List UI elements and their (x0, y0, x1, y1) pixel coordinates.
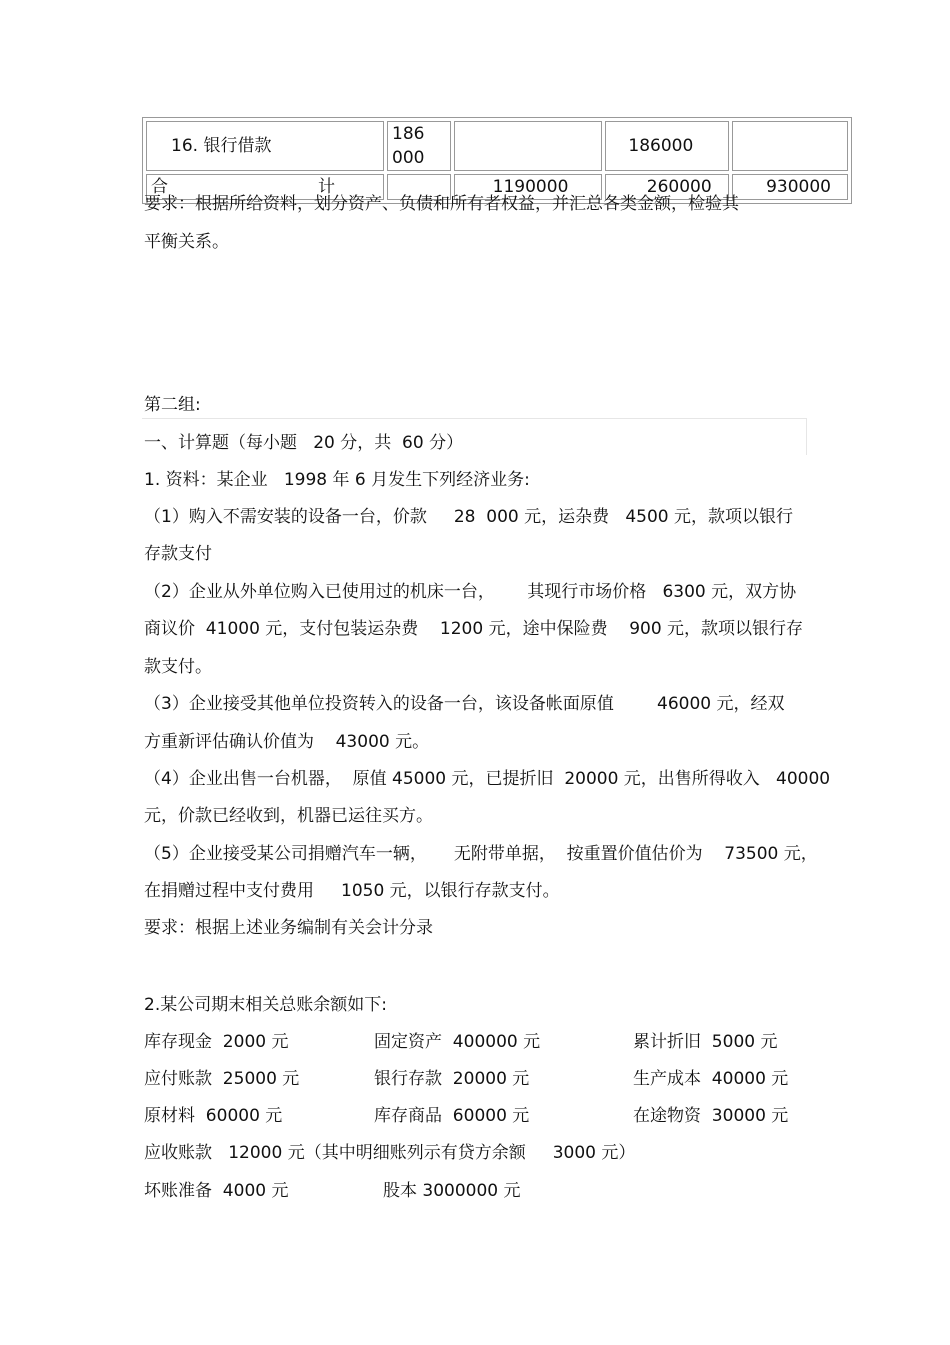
balance-item: 在途物资 30000 元 (633, 1106, 789, 1126)
section-title: 一、计算题（每小题 20 分，共 60 分） (144, 433, 464, 453)
balance-item: 坏账准备 4000 元 (144, 1181, 289, 1201)
table-cell (732, 121, 848, 171)
table-cell: 186 000 (387, 121, 451, 171)
paragraph-line: 元，价款已经收到，机器已运往买方。 (144, 806, 433, 826)
question-2-intro: 2.某公司期末相关总账余额如下: (144, 995, 387, 1015)
table-cell: 260000 (605, 174, 728, 200)
balance-item: 银行存款 20000 元 (374, 1069, 530, 1089)
balance-item: 原材料 60000 元 (144, 1106, 283, 1126)
table-cell: 930000 (732, 174, 848, 200)
balance-item: 库存现金 2000 元 (144, 1032, 289, 1052)
paragraph-line: （2）企业从外单位购入已使用过的机床一台， 其现行市场价格 6300 元，双方协 (144, 582, 797, 602)
paragraph-line: （3）企业接受其他单位投资转入的设备一台，该设备帐面原值 46000 元，经双 (144, 694, 785, 714)
group-title: 第二组: (144, 395, 201, 415)
balance-item: 生产成本 40000 元 (633, 1069, 789, 1089)
paragraph-line: （1）购入不需安装的设备一台，价款 28 000 元，运杂费 4500 元，款项以银行 (144, 507, 794, 527)
balance-item: 应付账款 25000 元 (144, 1069, 300, 1089)
table-cell: 1190000 (454, 174, 603, 200)
paragraph-line: 方重新评估确认价值为 43000 元。 (144, 732, 430, 752)
paragraph-line: （4）企业出售一台机器， 原值 45000 元，已提折旧 20000 元，出售所得收入 40000 (144, 769, 831, 789)
requirement-text-cont: 平衡关系。 (144, 232, 229, 252)
table-cell: 16. 银行借款 (146, 121, 384, 171)
paragraph-line: （5）企业接受某公司捐赠汽车一辆， 无附带单据， 按重置价值估价为 73500 元， (144, 844, 818, 864)
balance-item: 固定资产 400000 元 (374, 1032, 541, 1052)
total-label-he: 合 (151, 177, 168, 197)
balance-item: 股本 3000000 元 (383, 1181, 521, 1201)
requirement-text: 要求：根据所给资料，划分资产、负债和所有者权益，并汇总各类金额，检验其 (144, 194, 739, 214)
paragraph-line: 款支付。 (144, 657, 212, 677)
paragraph-line: 存款支付 (144, 544, 212, 564)
receivable-line: 应收账款 12000 元（其中明细账列示有贷方余额 3000 元） (144, 1143, 636, 1163)
table-row (146, 121, 848, 171)
paragraph-line: 在捐赠过程中支付费用 1050 元，以银行存款支付。 (144, 881, 560, 901)
balance-item: 库存商品 60000 元 (374, 1106, 530, 1126)
paragraph-line: 商议价 41000 元，支付包装运杂费 1200 元，途中保险费 900 元，款项以银行存 (144, 619, 804, 639)
total-label-ji: 计 (318, 177, 335, 197)
question-1-requirement: 要求：根据上述业务编制有关会计分录 (144, 918, 433, 938)
question-1-intro: 1. 资料：某企业 1998 年 6 月发生下列经济业务: (144, 470, 530, 490)
table-cell: 186000 (605, 121, 728, 171)
balance-item: 累计折旧 5000 元 (633, 1032, 778, 1052)
table-cell (454, 121, 603, 171)
